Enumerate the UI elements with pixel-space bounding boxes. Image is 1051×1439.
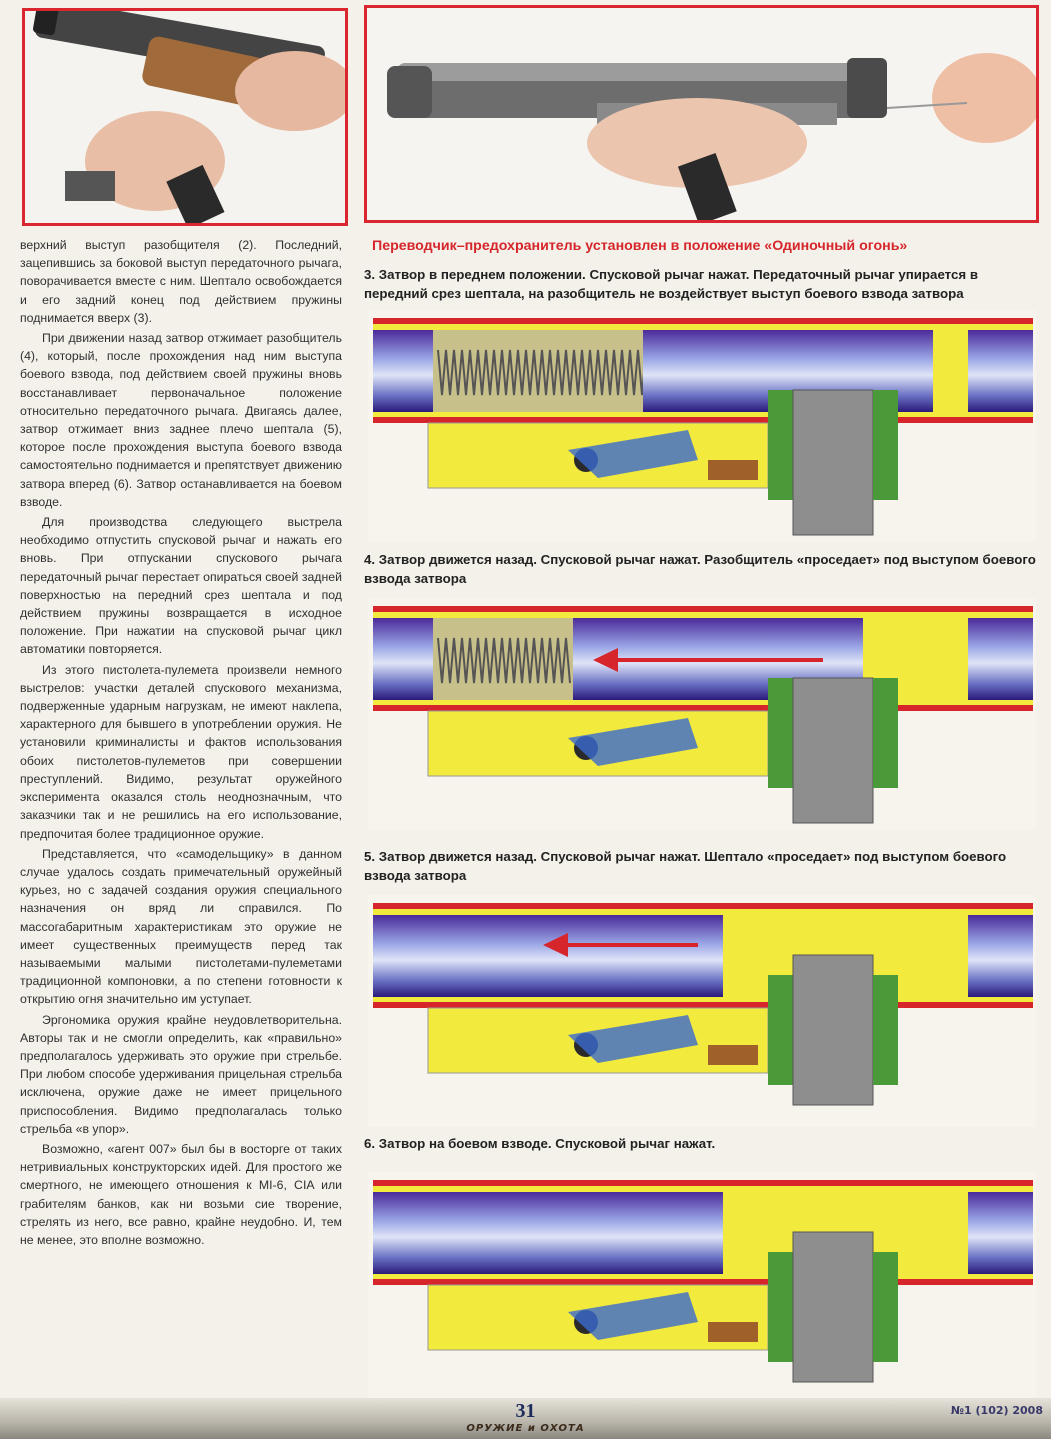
photo-weapon-side-view — [364, 5, 1039, 223]
paragraph: Представляется, что «самодельщику» в данном случае удалось создать примечательный оружейный курьез, но с задачей создания оружия специального назначения он вряд ли справился. По массогабаритным характеристикам это оружие не имеет существенных преимуществ перед так называемыми малыми пистолетами-пулеметами традиционной компоновки, а по степени готовности к открытию огня значительно им уступает. — [20, 846, 342, 1007]
page-number: 31 — [515, 1400, 536, 1422]
caption-step-5: 5. Затвор движется назад. Спусковой рычаг нажат. Шептало «проседает» под выступом боевого взвода затвора — [364, 849, 1007, 883]
paragraph: Эргономика оружия крайне неудовлетворительна. Авторы так и не смогли определить, как «правильно» предполагалось удерживать это оружие при стрельбе. При любом способе удерживания прицельная стрельба исключена, оружие даже не имеет прицельного приспособления. Видимо предполагалась только стрельба «в упор». — [20, 1012, 342, 1136]
paragraph: верхний выступ разобщителя (2). Последний, зацепившись за боковой выступ передаточного рычага, поворачивается вместе с ним. Шептало освобождается и его задний конец под действием пружины поднимается вверх (3). — [20, 238, 342, 325]
article-text-column — [20, 236, 342, 1251]
section-heading: Переводчик–предохранитель установлен в положение «Одиночный огонь» — [372, 238, 908, 254]
diagram-step-4 — [368, 598, 1036, 830]
paragraph: Для производства следующего выстрела необходимо отпустить спусковой рычаг и нажать его вновь. При отпускании спускового рычага передаточный рычаг перестает опираться своей задней поверхностью на передний срез шептала и под действием пружины возвращается в исходное положение. При нажатии на спусковой рычаг цикл автоматики повторяется. — [20, 515, 342, 657]
photo-hands-holding-weapon — [22, 8, 348, 226]
caption-step-4: 4. Затвор движется назад. Спусковой рычаг нажат. Разобщитель «проседает» под выступом боевого взвода затвора — [364, 552, 1036, 586]
paragraph: Возможно, «агент 007» был бы в восторге от таких нетривиальных конструкторских идей. Для простого же смертного, не имеющего отношения к MI-6, CIA или грабителям банков, как ни возьми сие творение, стрелять из него, все равно, крайне неудобно. И, тем не менее, это вполне возможно. — [20, 1141, 342, 1247]
paragraph: При движении назад затвор отжимает разобщитель (4), который, после прохождения над ним выступа боевого взвода, под действием своей пружины вновь восстанавливает первоначальное положение относительно передаточного рычага. Двигаясь далее, затвор отжимает вниз заднее плечо шептала (5), которое после прохождения выступа боевого взвода самостоятельно поднимается и препятствует движению затвора вперед (6). Затвор останавливается на боевом взводе. — [20, 331, 342, 509]
diagram-step-3 — [368, 310, 1036, 542]
paragraph: Из этого пистолета-пулемета произвели немного выстрелов: участки деталей спускового механизма, подверженные ударным нагрузкам, не имеют наклепа, характерного для бывшего в употреблении оружия. Не установили криминалисты и фактов использования обоих пистолетов-пулеметов при совершении преступлений. Видимо, результат оружейного эксперимента оказался столь неоднозначным, что заказчики так и не решились на его использование, предпочитая более традиционное оружие. — [20, 662, 342, 841]
magazine-name: ОРУЖИЕ и ОХОТА — [466, 1423, 585, 1434]
caption-step-6: 6. Затвор на боевом взводе. Спусковой рычаг нажат. — [364, 1136, 716, 1151]
issue-label: №1 (102) 2008 — [950, 1404, 1043, 1417]
diagram-step-6 — [368, 1172, 1036, 1404]
diagram-step-5 — [368, 895, 1036, 1127]
caption-step-3: 3. Затвор в переднем положении. Спусковой рычаг нажат. Передаточный рычаг упирается в передний срез шептала, на разобщитель не воздействует выступ боевого взвода затвора — [364, 267, 979, 301]
